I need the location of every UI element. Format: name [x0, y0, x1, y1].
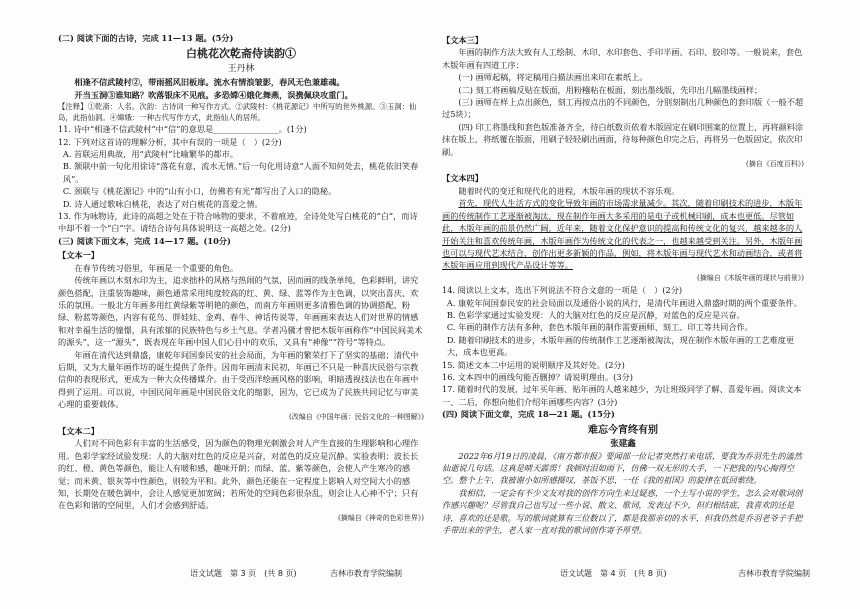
right-page-footer-org: 吉林市教育学院编制 [738, 569, 810, 578]
text3-intro: 年画的制作方法大致有人工绘制、木印、水印套色、手印半画、石印、胶印等。一般说来，套色木版年画有四道工序： [442, 47, 803, 70]
text1-paragraph-2: 传统年画以木刻水印为主，追求拙朴的风格与热闹的气氛，因而画的线条单纯，色彩鲜明，讲究颜色搭配，注重装饰趣味，颜色通常采用纯度较高的红、黄、绿、蓝等作为主色调，以突出喜庆、欢乐的氛围。一般北方年画多用红黄绿紫等明艳的颜色，而南方年画则更多清雅色调的协调搭配，粉绿、粉蓝等颜色，内容有花鸟、胖娃娃、金鸡、春牛、神话传说等，年画画来表达人们对世界的情感和对幸福生活的憧憬，具有浓郁的民族特色与乡土气息。学者冯骥才曾把木版年画称作“中国民间美术的源头”，这一“源头”，既表现在年画中国人们心目中的欢乐，又具有“神像”“符号”等特点。 [58, 275, 423, 348]
essay-paragraph-2: 我相信，一定会有不少文友对我的创作方向生来过疑惑，一个土写小说的学生，怎么会对歌词创作感兴趣呢？尽管我自己也写过一些小说、散文、歌词，发表过不少，但归根结底，我喜欢的还是诗，喜欢的还是歌。写的歌词就算有三位数以了，都是我那亲切的水平，但我仍然是乔羽老爷子手把手带出来的学生，老人家一直对我的歌词创作寄予厚望。 [442, 487, 803, 536]
poem-notes: 【注释】①乾斋：人名。次韵：古诗词一种写作方式。②武陵村：《桃花源记》中所写的世外桃源。③玉洞：仙岛，此指仙洞。④嫦娥：一种古代写作方式，此指仙人的居所。 [58, 102, 417, 123]
q14-option-a: A. 康乾年间国泰民安的社会局面以及通俗小说的风行，是清代年画进入鼎盛时期的两个重要条件。 [446, 297, 802, 308]
q12-option-c: C. 颈联与《桃花源记》中的“山有小口，仿佛若有光”都写出了入口的隐秘。 [62, 186, 337, 197]
text3-step-3: (三) 画师在样上点出颜色，刻工再按点出的不同颜色，分别刻制出几种颜色的套印版（一般不超过5块）； [442, 97, 804, 120]
essay-author: 张建鑫 [610, 438, 636, 449]
text3-label: 【文本三】 [442, 35, 483, 45]
text3-step-1: (一) 画师起稿，将定稿用白描法画出来印在素纸上。 [458, 72, 648, 83]
text4-paragraph-1: 随着时代的变迁和现代化的进程，木版年画的现状不容乐观。 [458, 185, 680, 196]
left-page [58, 32, 424, 592]
right-page [442, 32, 804, 592]
text4-paragraph-2: 首先，现代人生活方式的变化导致年画的市场需求量减少。其次，随着印刷技术的进步，木版年画的传统制作工艺逐渐被淘汰，现在制作年画大多采用的是电子或机械印刷，成本也更低。尽管如此，木版年画的前景仍然广阔，近年来，随着文化保护意识的提高和传统文化的复兴，越来越多的人开始关注和喜欢传统年画，木版年画作为传统文化的代表之一，也越来越受到关注。另外，木版年画也可以与现代艺术结合，创作出更多新颖的作品，例如，将木版年画与现代艺术和动画结合，或者将木版年画应用到现代产品设计等等。 [442, 198, 803, 271]
poem-line-1: 相逢不信武陵村②，带雨摇风旧板扉。流水有情浪皱影，春风无色兼雄魂。 [74, 77, 345, 88]
text4-source: (摘编自《木版年画的现状与前景》) [697, 273, 804, 282]
left-page-footer-label: 语文试题 第 3 页 (共 8 页) [190, 569, 297, 578]
question-17: 17. 随着时代的发展，过年买年画、贴年画的人越来越少，为让班级同学了解、喜爱年画。阅读文本一、二后，你想向他们介绍年画哪些内容？(3分) [442, 384, 802, 407]
question-11: 11. 诗中“相逢不信武陵村”中“信”的意思是________________。(1分) [58, 124, 307, 135]
essay-paragraph-1: 2022年6月19日的凌晨，《南方都市报》要闻部一位记者突然打来电话，要我为乔羽先生的溘然仙逝说几句话。这真是晴天霹雳！我顿时泪如雨下，仿佛一双无形的大手，一下把我的内心掏得空空。整个上午，我被谢小如所感摄叹，茶饭不思，一任《我的祖国》的旋律在低回萦绕。 [442, 450, 802, 486]
q14-option-d: D. 随着印刷技术的进步，木版年画的传统制作工艺逐渐被淘汰，现在制作木版年画的工艺难度更大，成本也更高。 [446, 334, 795, 358]
text1-label: 【文本一】 [58, 250, 99, 261]
text2-paragraph: 人们对不同色彩有丰富的生活感受，因为颜色的物理光刺激会对人产生直接的生理影响和心理作用。色彩学家经试验发现：人的大脑对红色的反应是兴奋，对蓝色的反应是沉静。实验表明：波长长的红、橙、黄色等颜色，能让人有暖和感，趣味开朗；而绿、蓝、紫等颜色，会使人产生寒冷的感觉；而米黄、银灰等中性颜色，则较为平和。此外，颜色还能在一定程度上影响人对空间大小的感知，长期处在暖色调中，会让人感觉更加宽阔；若所处的空间色彩很杂乱，则会让人心神不宁；只有在色彩和谐的空间里，人们才会感到舒适。 [58, 438, 419, 511]
text2-label: 【文本二】 [58, 425, 99, 436]
q12-option-a: A. 首联运用典故，用“武陵村”比喻繁华的都市。 [62, 149, 238, 160]
text3-step-2: (二) 刻工将画稿反贴在版面，用粉糨粘在板面，刻出墨线版，先印出几幅墨线画样； [458, 84, 763, 95]
text1-paragraph-3: 年画在清代达到鼎盛，康乾年间国泰民安的社会局面，为年画的繁荣打下了坚实的基础；清代中后期，又为大量年画作坊的诞生提供了条件。因而年画清末民初，年画已不只是一种喜庆民俗与宗教信仰的表现形式，更成为一种大众传播媒介。由于受西洋绘画风格的影响，明暗透视技法也在年画中得到了运用。可以说，中国民间年画是中国民俗文化的缩影，因为，它已成为了民族共同记忆与审美心理的重要载体。 [58, 349, 419, 410]
text3-step-4: (四) 印工将墨线和套色版准备齐全，待白纸数页依着木版固定在刷印围案的位置上，再将颜料涂抹在版上，将纸覆在版面，用刷子轻轻刷出画面，待每种颜色印完之后，再将另一色版固定，依次印刷。 [442, 121, 804, 157]
poem-line-2: 开当玉洞③谁知路？吹落银床不见痕。多恐嫦④娥化舞燕，误携佩玦攻重门。 [74, 89, 353, 100]
section3-heading: (三) 阅读下面文本，完成 14—17 题。(10分) [58, 235, 231, 246]
question-15: 15. 简述文本二中运用的说明顺序及其好处。(2分) [442, 359, 625, 370]
question-16: 16. 文本四中的画线句能否删掉？请说明理由。(3分) [442, 371, 633, 382]
q12-option-d: D. 诗人通过歌咏白桃花，表达了对白桃花的喜爱之情。 [62, 198, 263, 209]
poem-title: 白桃花次乾斋侍读韵① [186, 47, 296, 61]
text1-source: (改编自《中国年画：民俗文化的一种图解》) [289, 412, 424, 421]
question-14: 14. 阅读以上文本，选出下列说法不符合文意的一项是（ ）(2分) [442, 285, 683, 296]
q14-option-c: C. 年画的制作方法有多种，套色木版年画的制作需要画师、刻工、印工等共同合作。 [446, 322, 753, 333]
text2-source: (摘编自《神奇的色彩世界》) [338, 513, 424, 522]
right-page-footer-label: 语文试题 第 4 页 (共 8 页) [560, 569, 667, 578]
text4-label: 【文本四】 [442, 173, 483, 184]
section2-heading: (二) 阅读下面的古诗，完成 11—13 题。(5分) [58, 33, 234, 43]
text1-paragraph-1: 在春节传统习俗里，年画是一个重要的角色。 [74, 262, 239, 273]
section4-heading: (四) 阅读下面文章，完成 18—21 题。(15分) [442, 409, 615, 420]
essay-title: 难忘今宵终有别 [588, 424, 658, 436]
question-12: 12. 下列对这首诗的理解分析，其中有误的一项是（ ）(2分) [58, 136, 282, 147]
text3-source: (摘自《百度百科》) [746, 160, 804, 169]
q14-option-b: B. 色彩学家通过实验发现：人的大脑对红色的反应是沉静，对蓝色的反应是兴奋。 [446, 309, 745, 320]
q12-option-b: B. 颔联中前一句化用徐诗“落花有意，流水无情。”后一句化用诗意“人面不知何处去，桃花依旧笑春风”。 [62, 161, 419, 184]
left-page-footer-org: 吉林市教育学院编制 [330, 569, 402, 578]
poem-author: 王丹林 [227, 64, 255, 75]
question-13: 13. 作为咏物诗，此诗的高超之处在于符合咏物的要求，不着痕迹，全诗处处写白桃花的“白”，而诗中却不着一个“白”字。请结合诗句具体说明这一高超之处。(2分) [58, 211, 418, 234]
